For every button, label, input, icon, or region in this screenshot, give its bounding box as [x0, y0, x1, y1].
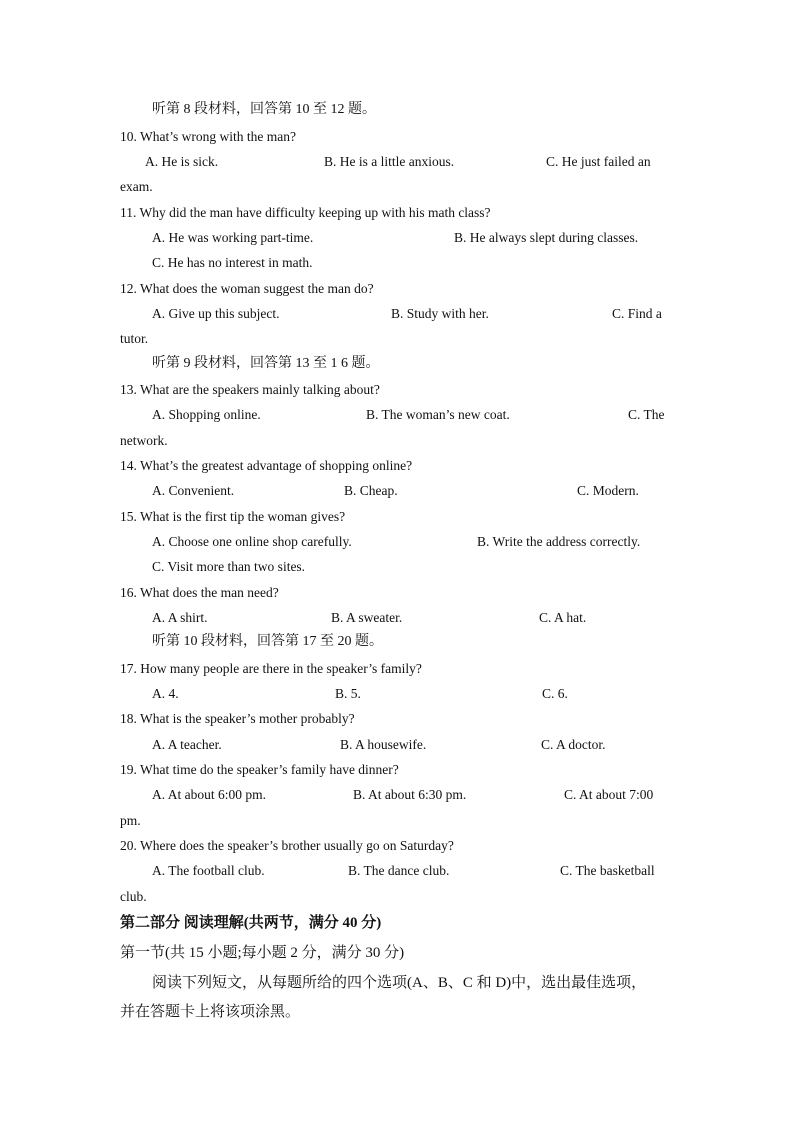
option-a: A. Convenient. [152, 483, 235, 498]
option-b: B. The dance club. [348, 863, 450, 878]
option-c: C. The [628, 407, 665, 422]
question-text: 12. What does the woman suggest the man do? [120, 281, 374, 296]
option-c: C. He just failed an [546, 154, 651, 169]
option-b: B. Study with her. [391, 306, 489, 321]
section-subheading: 第一节(共 15 小题;每小题 2 分，满分 30 分) [120, 945, 405, 961]
instruction-line: 阅读下列短文，从每题所给的四个选项(A、B、C 和 D)中，选出最佳选项， [152, 975, 647, 991]
question-text: 19. What time do the speaker’s family have dinner? [120, 762, 399, 777]
question-text: 16. What does the man need? [120, 585, 279, 600]
section-intro: 听第 10 段材料，回答第 17 至 20 题。 [152, 634, 383, 649]
option-a: A. He was working part-time. [152, 230, 314, 245]
option-a: A. Choose one online shop carefully. [152, 534, 352, 549]
option-b: B. Write the address correctly. [477, 534, 641, 549]
part-heading: 第二部分 阅读理解(共两节，满分 40 分) [120, 915, 382, 931]
option-continuation: tutor. [120, 331, 149, 346]
option-b: B. He is a little anxious. [324, 154, 455, 169]
question-text: 20. Where does the speaker’s brother usually go on Saturday? [120, 838, 454, 853]
option-continuation: exam. [120, 179, 153, 194]
option-c: C. Visit more than two sites. [152, 559, 306, 574]
option-c: C. The basketball [560, 863, 655, 878]
question-text: 17. How many people are there in the speaker’s family? [120, 661, 422, 676]
question-text: 18. What is the speaker’s mother probably? [120, 711, 355, 726]
option-b: B. 5. [335, 686, 361, 701]
option-continuation: network. [120, 433, 168, 448]
option-c: C. He has no interest in math. [152, 255, 313, 270]
question-text: 14. What’s the greatest advantage of shopping online? [120, 458, 413, 473]
option-c: C. A hat. [539, 610, 587, 625]
question-text: 15. What is the first tip the woman gives? [120, 509, 346, 524]
option-a: A. At about 6:00 pm. [152, 787, 266, 802]
option-b: B. He always slept during classes. [454, 230, 639, 245]
question-text: 13. What are the speakers mainly talking about? [120, 382, 380, 397]
option-a: A. A shirt. [152, 610, 208, 625]
question-text: 11. Why did the man have difficulty keeping up with his math class? [120, 205, 491, 220]
option-c: C. Find a [612, 306, 662, 321]
option-b: B. At about 6:30 pm. [353, 787, 467, 802]
option-b: B. A sweater. [331, 610, 403, 625]
section-intro: 听第 9 段材料，回答第 13 至 1 6 题。 [152, 356, 380, 371]
option-c: C. A doctor. [541, 737, 606, 752]
option-a: A. Give up this subject. [152, 306, 280, 321]
option-a: A. 4. [152, 686, 179, 701]
option-b: B. A housewife. [340, 737, 427, 752]
question-text: 10. What’s wrong with the man? [120, 129, 296, 144]
instruction-line: 并在答题卡上将该项涂黑。 [120, 1004, 301, 1020]
option-a: A. A teacher. [152, 737, 222, 752]
option-a: A. He is sick. [145, 154, 219, 169]
option-a: A. The football club. [152, 863, 265, 878]
option-b: B. Cheap. [344, 483, 398, 498]
option-continuation: club. [120, 889, 147, 904]
option-continuation: pm. [120, 813, 141, 828]
option-c: C. Modern. [577, 483, 639, 498]
option-c: C. 6. [542, 686, 568, 701]
option-c: C. At about 7:00 [564, 787, 654, 802]
option-a: A. Shopping online. [152, 407, 261, 422]
section-intro: 听第 8 段材料，回答第 10 至 12 题。 [152, 102, 376, 117]
option-b: B. The woman’s new coat. [366, 407, 510, 422]
